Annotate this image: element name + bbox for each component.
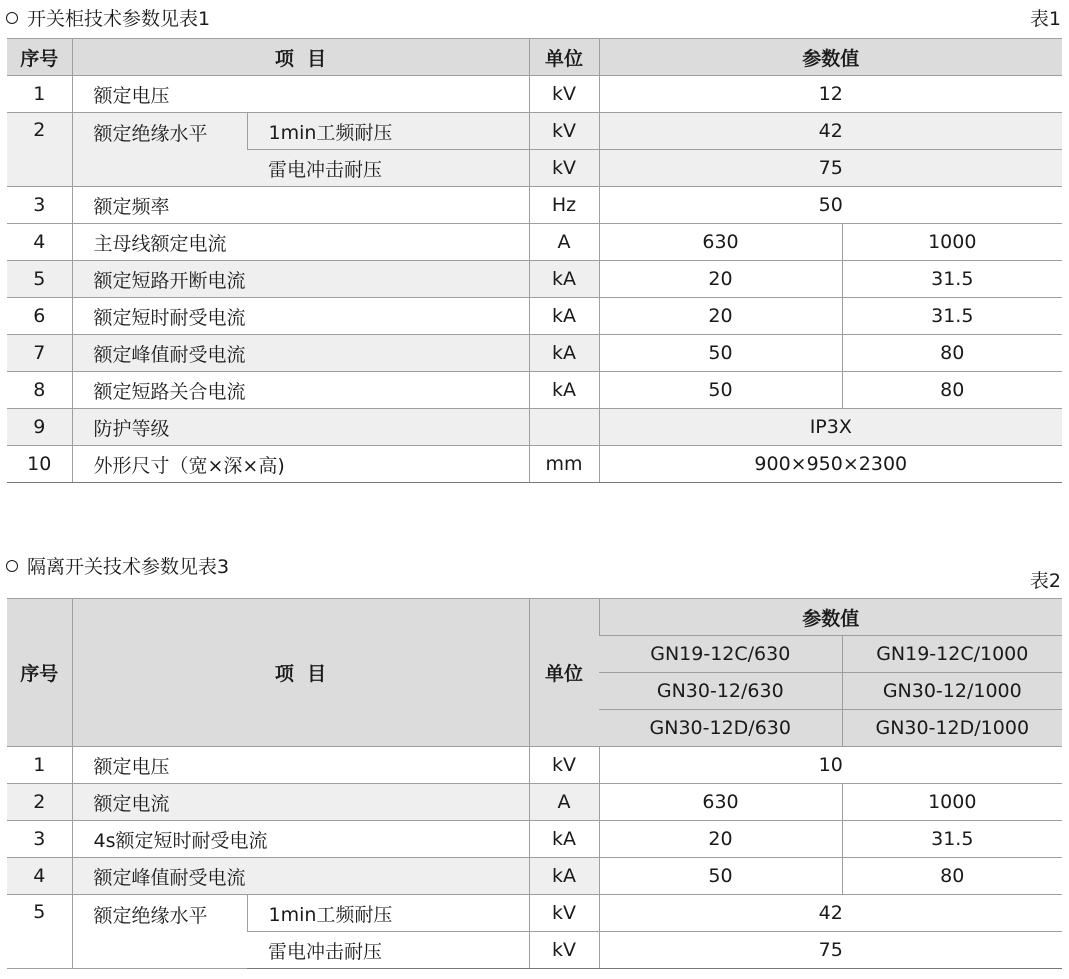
table-row bbox=[7, 372, 1062, 409]
section1-title-text: 开关柜技术参数见表1 bbox=[27, 8, 211, 30]
row-item: 额定短时耐受电流 bbox=[72, 298, 529, 335]
row-unit: kA bbox=[529, 858, 599, 895]
row-value-1: 50 bbox=[599, 372, 842, 409]
section2-title-text: 隔离开关技术参数见表3 bbox=[27, 556, 230, 578]
row-item: 额定绝缘水平 bbox=[72, 895, 247, 969]
row-value-1: 50 bbox=[599, 858, 842, 895]
table-row bbox=[7, 895, 1062, 932]
row-value-2: 1000 bbox=[842, 784, 1062, 821]
row-unit: kA bbox=[529, 372, 599, 409]
row-no: 5 bbox=[7, 895, 72, 969]
row-item: 外形尺寸（宽×深×高) bbox=[72, 446, 529, 483]
section2-title bbox=[6, 552, 229, 579]
row-value-2: 80 bbox=[842, 335, 1062, 372]
model-cell: GN19-12C/630 bbox=[599, 636, 842, 673]
row-item: 主母线额定电流 bbox=[72, 224, 529, 261]
row-value: 10 bbox=[599, 747, 1062, 784]
row-value-2: 31.5 bbox=[842, 821, 1062, 858]
row-value: 42 bbox=[599, 113, 1062, 150]
row-unit: kV bbox=[529, 113, 599, 150]
row-item: 4s额定短时耐受电流 bbox=[72, 821, 529, 858]
row-unit: kV bbox=[529, 932, 599, 969]
header-item: 项 目 bbox=[72, 599, 529, 747]
row-item: 额定短路关合电流 bbox=[72, 372, 529, 409]
table-row bbox=[7, 335, 1062, 372]
row-subitem: 1min工频耐压 bbox=[247, 895, 529, 932]
row-no: 3 bbox=[7, 821, 72, 858]
row-unit: kV bbox=[529, 747, 599, 784]
row-value-2: 1000 bbox=[842, 224, 1062, 261]
row-no: 1 bbox=[7, 76, 72, 113]
row-no: 6 bbox=[7, 298, 72, 335]
table-row bbox=[7, 261, 1062, 298]
row-no: 4 bbox=[7, 224, 72, 261]
table-row bbox=[7, 747, 1062, 784]
row-no: 3 bbox=[7, 187, 72, 224]
row-unit: kA bbox=[529, 335, 599, 372]
row-subitem: 雷电冲击耐压 bbox=[247, 150, 529, 187]
table-row bbox=[7, 858, 1062, 895]
row-value-2: 80 bbox=[842, 858, 1062, 895]
model-cell: GN30-12D/1000 bbox=[842, 710, 1062, 747]
row-value: 12 bbox=[599, 76, 1062, 113]
row-value-2: 31.5 bbox=[842, 261, 1062, 298]
table-row bbox=[7, 224, 1062, 261]
row-no: 2 bbox=[7, 113, 72, 187]
header-no: 序号 bbox=[7, 599, 72, 747]
row-item: 额定频率 bbox=[72, 187, 529, 224]
table-row bbox=[7, 409, 1062, 446]
row-unit: kA bbox=[529, 821, 599, 858]
row-item: 额定峰值耐受电流 bbox=[72, 335, 529, 372]
table-row bbox=[7, 784, 1062, 821]
header-unit: 单位 bbox=[529, 39, 599, 76]
row-item: 额定电流 bbox=[72, 784, 529, 821]
table-row bbox=[7, 76, 1062, 113]
row-unit: A bbox=[529, 224, 599, 261]
row-unit: A bbox=[529, 784, 599, 821]
header-item: 项 目 bbox=[72, 39, 529, 76]
row-item: 防护等级 bbox=[72, 409, 529, 446]
row-no: 5 bbox=[7, 261, 72, 298]
row-item: 额定电压 bbox=[72, 747, 529, 784]
row-value: 75 bbox=[599, 150, 1062, 187]
table-row bbox=[7, 298, 1062, 335]
row-no: 1 bbox=[7, 747, 72, 784]
row-no: 10 bbox=[7, 446, 72, 483]
table-row bbox=[7, 446, 1062, 483]
row-no: 9 bbox=[7, 409, 72, 446]
row-value: 42 bbox=[599, 895, 1062, 932]
row-unit: kA bbox=[529, 261, 599, 298]
table1-label: 表1 bbox=[1029, 8, 1061, 30]
disconnector-params-table bbox=[7, 598, 1062, 969]
table-header-row bbox=[7, 599, 1062, 636]
row-value-2: 31.5 bbox=[842, 298, 1062, 335]
row-value-1: 630 bbox=[599, 784, 842, 821]
header-unit: 单位 bbox=[529, 599, 599, 747]
row-subitem: 1min工频耐压 bbox=[247, 113, 529, 150]
row-subitem: 雷电冲击耐压 bbox=[247, 932, 529, 969]
header-value: 参数值 bbox=[599, 599, 1062, 636]
row-item: 额定电压 bbox=[72, 76, 529, 113]
table-header-row bbox=[7, 39, 1062, 76]
section1-title bbox=[6, 4, 210, 31]
row-value-1: 630 bbox=[599, 224, 842, 261]
row-unit: mm bbox=[529, 446, 599, 483]
row-unit: kV bbox=[529, 895, 599, 932]
row-no: 2 bbox=[7, 784, 72, 821]
switchgear-params-table bbox=[7, 38, 1062, 483]
row-value-1: 50 bbox=[599, 335, 842, 372]
row-item: 额定短路开断电流 bbox=[72, 261, 529, 298]
header-value: 参数值 bbox=[599, 39, 1062, 76]
table-row bbox=[7, 113, 1062, 150]
row-unit: Hz bbox=[529, 187, 599, 224]
row-value-1: 20 bbox=[599, 261, 842, 298]
row-no: 7 bbox=[7, 335, 72, 372]
row-unit bbox=[529, 409, 599, 446]
circle-bullet-icon bbox=[6, 560, 18, 572]
circle-bullet-icon bbox=[6, 12, 18, 24]
model-cell: GN30-12/630 bbox=[599, 673, 842, 710]
row-item: 额定峰值耐受电流 bbox=[72, 858, 529, 895]
row-value-1: 20 bbox=[599, 821, 842, 858]
model-cell: GN30-12D/630 bbox=[599, 710, 842, 747]
row-unit: kA bbox=[529, 298, 599, 335]
row-value-2: 80 bbox=[842, 372, 1062, 409]
row-unit: kV bbox=[529, 150, 599, 187]
model-cell: GN19-12C/1000 bbox=[842, 636, 1062, 673]
table-row bbox=[7, 187, 1062, 224]
row-no: 8 bbox=[7, 372, 72, 409]
table-row bbox=[7, 821, 1062, 858]
row-value: 900×950×2300 bbox=[599, 446, 1062, 483]
row-value-1: 20 bbox=[599, 298, 842, 335]
row-value: 50 bbox=[599, 187, 1062, 224]
row-unit: kV bbox=[529, 76, 599, 113]
model-cell: GN30-12/1000 bbox=[842, 673, 1062, 710]
row-no: 4 bbox=[7, 858, 72, 895]
row-value: 75 bbox=[599, 932, 1062, 969]
header-no: 序号 bbox=[7, 39, 72, 76]
row-item: 额定绝缘水平 bbox=[72, 113, 247, 187]
table2-label: 表2 bbox=[1029, 570, 1061, 592]
row-value: IP3X bbox=[599, 409, 1062, 446]
